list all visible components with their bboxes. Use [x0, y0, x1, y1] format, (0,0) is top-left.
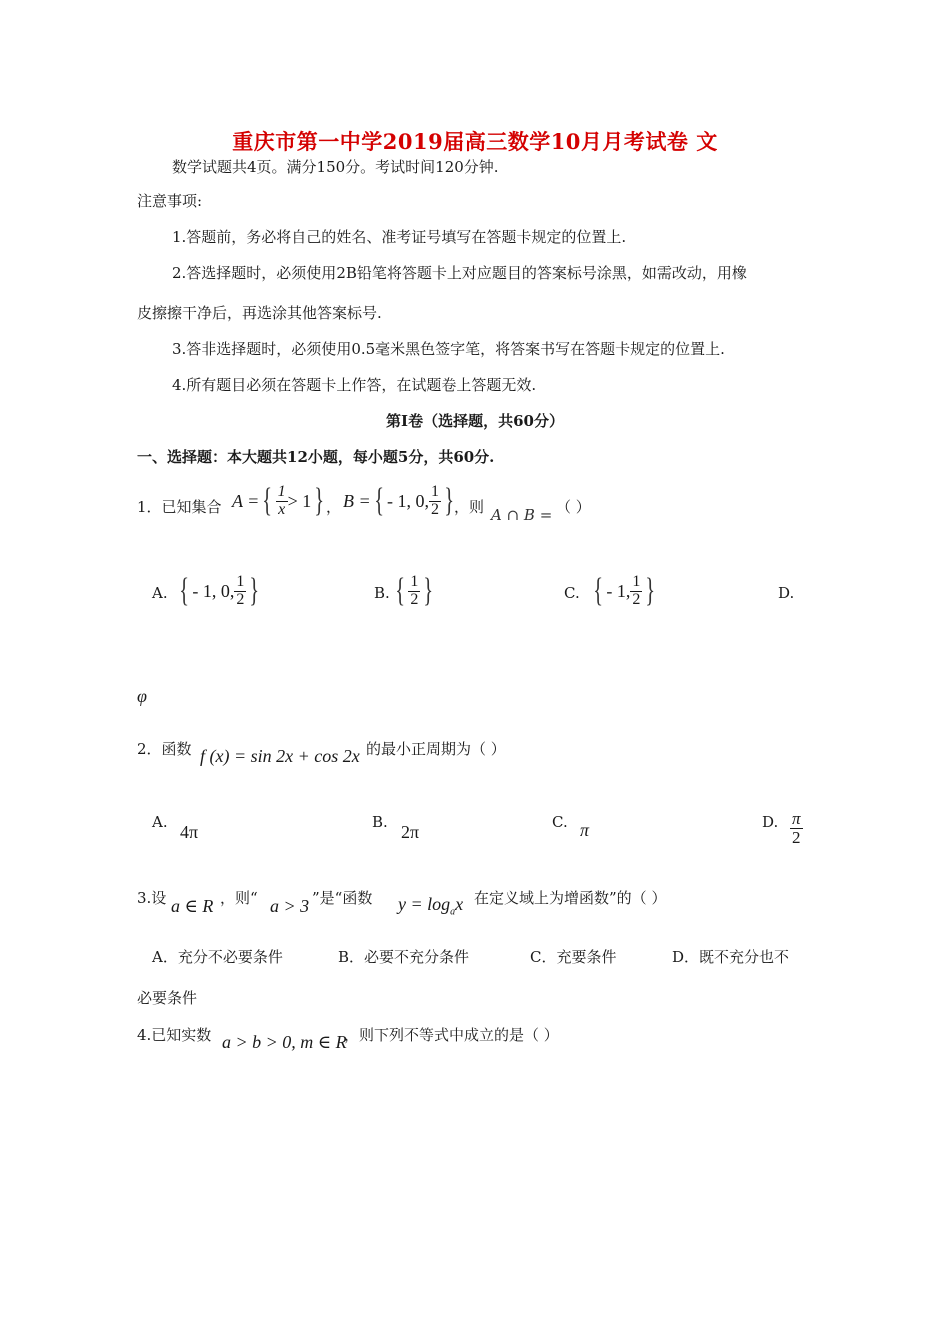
- q3-option-a: A．充分不必要条件: [152, 948, 283, 966]
- q1-set-a: [232, 484, 328, 519]
- q1-intersection: A ∩ B =: [491, 506, 553, 524]
- q2-option-b-value: 2π: [401, 822, 420, 842]
- q3-option-d: D．既不充分也不: [672, 948, 790, 966]
- q3-function: $y = \log_ax$: [398, 894, 464, 918]
- notice-2-continued: 皮擦擦干净后，再选涂其他答案标号.: [137, 304, 382, 322]
- q2-option-b-label: B.: [372, 813, 388, 831]
- q3-tail: 在定义域上为增函数”的（ ）: [474, 889, 667, 907]
- q4-condition: a > b > 0, m ∈ R: [222, 1032, 347, 1052]
- q1-b-label: B =: [343, 490, 371, 511]
- q3-option-b: B．必要不充分条件: [338, 948, 470, 966]
- left-brace: {: [179, 572, 190, 610]
- q1-set-b: [343, 484, 457, 519]
- q3-mid2: ”是“函数: [312, 889, 373, 907]
- q3-option-d-continued: 必要条件: [137, 989, 198, 1007]
- right-brace: }: [249, 572, 260, 610]
- right-brace: }: [444, 482, 455, 520]
- q1-option-a-label: A.: [152, 584, 168, 602]
- q2-tail: 的最小正周期为（ ）: [366, 740, 506, 758]
- right-brace: }: [645, 572, 656, 610]
- q3-mid1: ，则“: [220, 889, 258, 907]
- q1-option-b: { $\frac{1}{2}$ }: [395, 572, 434, 610]
- intro-text: 数学试题共4页。满分150分。考试时间120分钟.: [172, 158, 499, 176]
- notice-3: 3.答非选择题时，必须使用0.5毫米黑色签字笔，将答案书写在答题卡规定的位置上.: [172, 340, 725, 358]
- q2-option-a-label: A.: [152, 813, 168, 831]
- q2-option-c-value: π: [580, 820, 590, 840]
- q1-b-items: - 1, 0,: [386, 490, 429, 511]
- q1-a-rest: > 1: [287, 490, 312, 511]
- left-brace: {: [373, 482, 384, 520]
- q2-lead: 2．函数: [137, 740, 192, 758]
- q3-a-gt-3: a > 3: [270, 896, 310, 916]
- notice-1: 1.答题前，务必将自己的姓名、准考证号填写在答题卡规定的位置上.: [172, 228, 627, 246]
- q3-condition: a ∈ R: [171, 896, 214, 916]
- q1-option-b-label: B.: [374, 584, 390, 602]
- left-brace: {: [593, 572, 604, 610]
- q2-expression: f (x) = sin 2x + cos 2x: [200, 746, 360, 766]
- q3-lead: 3.设: [137, 889, 167, 907]
- q1-b-half: $\frac{1}{2}$: [430, 483, 439, 518]
- q1-option-d-value: φ: [137, 686, 147, 706]
- q3-option-c: C．充要条件: [530, 948, 617, 966]
- q1-option-c: { - 1, $\frac{1}{2}$ }: [593, 572, 656, 610]
- q4-lead: 4.已知实数: [137, 1026, 212, 1044]
- q1-answer-paren: （ ）: [556, 498, 591, 516]
- q1-comma: ，: [326, 498, 342, 516]
- notice-4: 4.所有题目必须在答题卡上作答，在试题卷上答题无效.: [172, 376, 537, 394]
- q2-option-d-value: $\frac{\pi}{2}$: [792, 809, 801, 847]
- q2-option-d-label: D.: [762, 813, 779, 831]
- right-brace: }: [314, 482, 325, 520]
- q2-option-c-label: C.: [552, 813, 568, 831]
- q1-lead: 1．已知集合: [137, 498, 222, 516]
- part-title: 一、选择题：本大题共12小题，每小题5分，共60分.: [137, 448, 495, 466]
- q1-option-a: { - 1, 0, $\frac{1}{2}$ }: [179, 572, 260, 610]
- notice-2: 2.答选择题时，必须使用2B铅笔将答题卡上对应题目的答案标号涂黑，如需改动，用橡: [172, 264, 747, 282]
- q1-option-d-label: D.: [778, 584, 795, 602]
- q2-option-a-value: 4π: [180, 822, 199, 842]
- q1-then: ，则: [454, 498, 485, 516]
- notice-header: 注意事项:: [137, 192, 203, 210]
- page-title: 重庆市第一中学2019届高三数学10月月考试卷 文: [232, 129, 718, 154]
- q4-tail: ，则下列不等式中成立的是（ ）: [344, 1026, 559, 1044]
- section-title: 第Ⅰ卷（选择题，共60分）: [386, 412, 564, 430]
- q1-a-fraction: $\frac{1}{x}$: [277, 483, 286, 518]
- q1-a-label: A =: [232, 490, 260, 511]
- left-brace: {: [262, 482, 273, 520]
- left-brace: {: [395, 572, 406, 610]
- right-brace: }: [423, 572, 434, 610]
- q1-option-c-label: C.: [564, 584, 580, 602]
